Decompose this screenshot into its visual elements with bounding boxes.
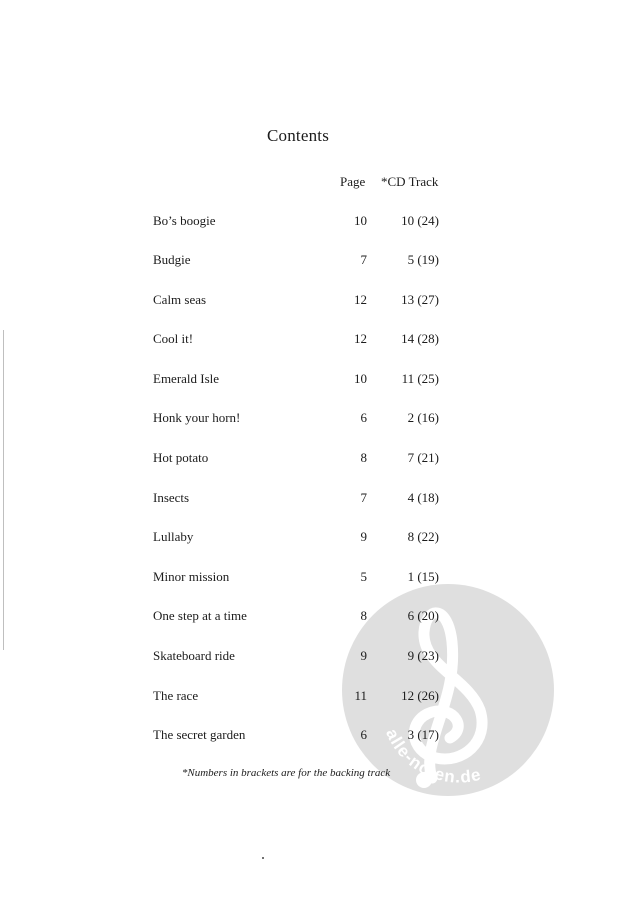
- cd-track-number: 9 (23): [407, 648, 439, 663]
- contents-row: [0, 331, 640, 351]
- cd-track-number: 7 (21): [407, 450, 439, 465]
- cd-track-number: 5 (19): [407, 252, 439, 267]
- piece-title: Lullaby: [153, 529, 194, 544]
- cd-track-number: 6 (20): [407, 608, 439, 623]
- cd-track-number: 2 (16): [407, 410, 439, 425]
- piece-title: Hot potato: [153, 450, 209, 465]
- piece-title: Skateboard ride: [153, 648, 235, 663]
- piece-title: Minor mission: [153, 569, 230, 584]
- piece-title: Honk your horn!: [153, 410, 241, 425]
- page-number: 12: [354, 331, 367, 346]
- piece-title: Calm seas: [153, 292, 207, 307]
- page-number: 8: [360, 450, 367, 465]
- contents-row: [0, 490, 640, 510]
- piece-title: Bo’s boogie: [153, 213, 216, 228]
- page-number: 6: [360, 410, 367, 425]
- page-title: Contents: [266, 126, 330, 145]
- page-number: 12: [354, 292, 367, 307]
- cd-track-number: 3 (17): [407, 727, 439, 742]
- cd-track-number: 1 (15): [407, 569, 439, 584]
- column-header-page: Page: [340, 174, 366, 189]
- piece-title: Insects: [153, 490, 190, 505]
- page-number: 9: [360, 529, 367, 544]
- contents-row: [0, 410, 640, 430]
- page-number: 10: [354, 213, 367, 228]
- page-number: 7: [360, 252, 367, 267]
- column-header-cd-track: *CD Track: [381, 174, 439, 189]
- cd-track-number: 13 (27): [401, 292, 439, 307]
- page-number: 9: [360, 648, 367, 663]
- contents-row: [0, 688, 640, 708]
- contents-row: [0, 213, 640, 233]
- cd-track-number: 14 (28): [401, 331, 439, 346]
- page-number: 6: [360, 727, 367, 742]
- page-number: 7: [360, 490, 367, 505]
- contents-row: [0, 371, 640, 391]
- contents-row: [0, 648, 640, 668]
- contents-row: [0, 727, 640, 747]
- page-number: 11: [354, 688, 367, 703]
- piece-title: One step at a time: [153, 608, 247, 623]
- contents-row: [0, 529, 640, 549]
- contents-row: [0, 569, 640, 589]
- page-number: 5: [360, 569, 367, 584]
- watermark-text: alle-noten.de: [382, 725, 484, 787]
- piece-title: Emerald Isle: [153, 371, 220, 386]
- cd-track-number: 10 (24): [401, 213, 439, 228]
- contents-row: [0, 292, 640, 312]
- contents-row: [0, 608, 640, 628]
- cd-track-number: 4 (18): [407, 490, 439, 505]
- footnote: *Numbers in brackets are for the backing track: [181, 767, 391, 779]
- page-number: 8: [360, 608, 367, 623]
- scan-dot: [262, 857, 264, 859]
- piece-title: Cool it!: [153, 331, 194, 346]
- piece-title: The race: [153, 688, 199, 703]
- cd-track-number: 12 (26): [401, 688, 439, 703]
- cd-track-number: 8 (22): [407, 529, 439, 544]
- contents-row: [0, 450, 640, 470]
- cd-track-number: 11 (25): [401, 371, 439, 386]
- piece-title: Budgie: [153, 252, 191, 267]
- page-number: 10: [354, 371, 367, 386]
- piece-title: The secret garden: [153, 727, 246, 742]
- contents-row: [0, 252, 640, 272]
